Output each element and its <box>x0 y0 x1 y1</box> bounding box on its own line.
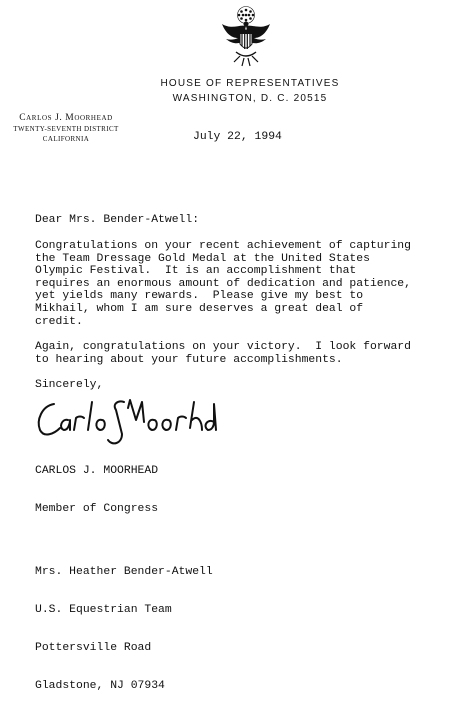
signer-block <box>35 440 158 528</box>
letter-date: July 22, 1994 <box>193 131 282 143</box>
sender-name: Carlos J. Moorhead <box>19 113 113 123</box>
signer-name: CARLOS J. MOORHEAD <box>35 465 159 478</box>
body-paragraph-2: Again, congratulations on your victory. I look forward to hearing about your future accomplishments. <box>35 341 411 366</box>
closing: Sincerely, <box>35 379 104 391</box>
sender-district: TWENTY-SEVENTH DISTRICT <box>13 125 119 133</box>
recipient-name: Mrs. Heather Bender-Atwell <box>35 566 213 579</box>
sender-state: CALIFORNIA <box>42 135 90 143</box>
letterhead <box>150 76 350 106</box>
letterhead-line-1: HOUSE OF REPRESENTATIVES <box>160 78 340 89</box>
congressional-seal-eagle-icon <box>216 4 276 70</box>
body-paragraph-1: Congratulations on your recent achievement of capturing the Team Dressage Gold Medal at the United States Olympic Festival. It is an accomplishment that requires an enormous amount of dedication and patience, yet yields many rewards. Please give my best to Mikhail, whom I am sure deserves a great deal of credit. <box>35 240 411 328</box>
recipient-street: Pottersville Road <box>35 641 152 654</box>
recipient-address <box>35 541 213 705</box>
salutation: Dear Mrs. Bender-Atwell: <box>35 214 200 226</box>
letterhead-line-2: WASHINGTON, D. C. 20515 <box>172 93 328 104</box>
recipient-org: U.S. Equestrian Team <box>35 603 172 616</box>
signer-title: Member of Congress <box>35 502 159 515</box>
recipient-city: Gladstone, NJ 07934 <box>35 679 165 692</box>
sender-block <box>6 112 126 144</box>
